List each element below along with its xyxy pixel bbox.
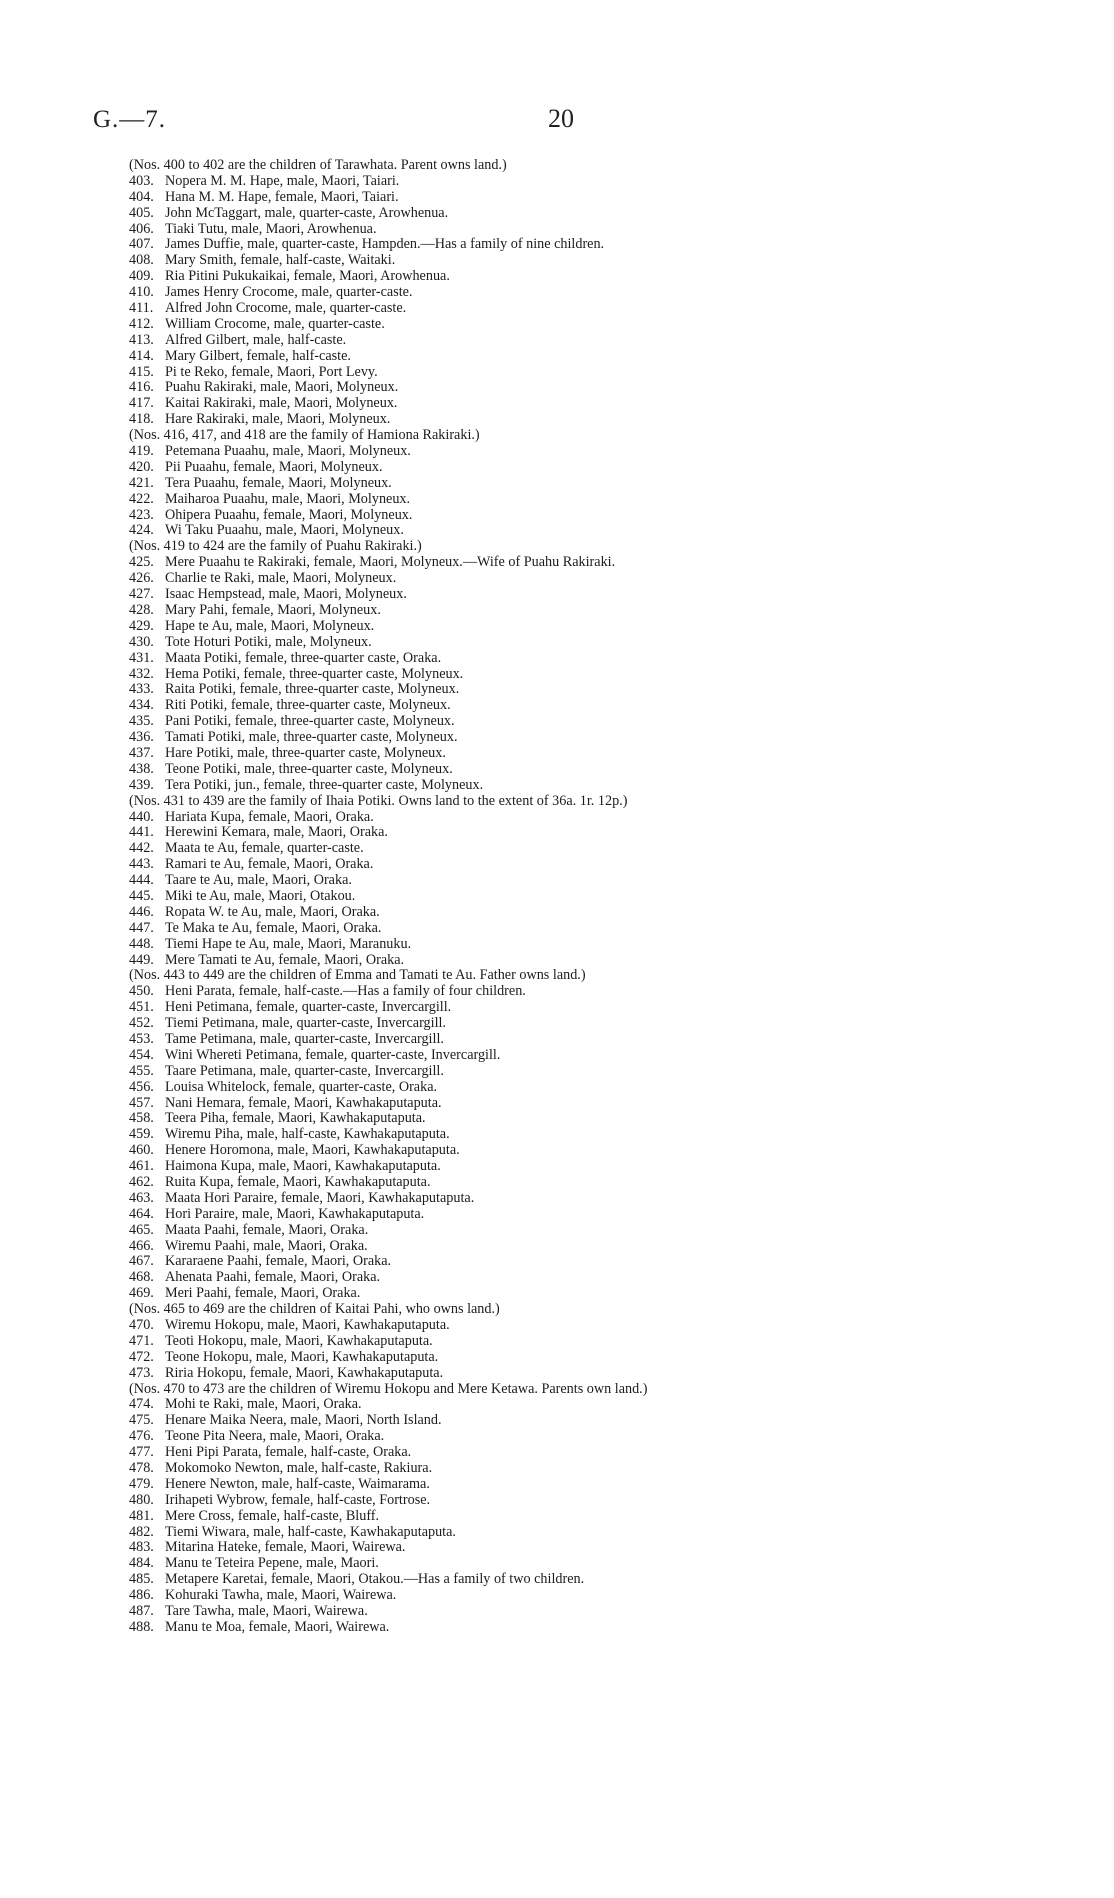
register-entry bbox=[129, 333, 1089, 349]
entry-text: Henere Horomona, male, Maori, Kawhakaputaputa. bbox=[165, 1142, 460, 1159]
register-entry bbox=[129, 1223, 1089, 1239]
entry-number: 481. bbox=[129, 1507, 154, 1524]
entry-number: 435. bbox=[129, 713, 154, 730]
entry-text: Riria Hokopu, female, Maori, Kawhakaputaputa. bbox=[165, 1364, 444, 1381]
entry-number: 459. bbox=[129, 1126, 154, 1143]
entry-text: Tiemi Petimana, male, quarter-caste, Invercargill. bbox=[165, 1015, 447, 1032]
entry-text: Maata Hori Paraire, female, Maori, Kawhakaputaputa. bbox=[165, 1189, 475, 1206]
register-entry bbox=[129, 953, 1089, 969]
register-entry bbox=[129, 492, 1089, 508]
entry-text: Petemana Puaahu, male, Maori, Molyneux. bbox=[165, 443, 411, 460]
entry-number: 447. bbox=[129, 919, 154, 936]
entry-number: 487. bbox=[129, 1603, 154, 1620]
entry-text: Irihapeti Wybrow, female, half-caste, Fortrose. bbox=[165, 1491, 431, 1508]
register-entry bbox=[129, 222, 1089, 238]
register-entry bbox=[129, 667, 1089, 683]
entry-text: Heni Pipi Parata, female, half-caste, Oraka. bbox=[165, 1444, 412, 1461]
entry-text: Louisa Whitelock, female, quarter-caste, Oraka. bbox=[165, 1078, 438, 1095]
entry-text: Alfred Gilbert, male, half-caste. bbox=[165, 331, 347, 348]
register-entry bbox=[129, 412, 1089, 428]
entry-text: Tote Hoturi Potiki, male, Molyneux. bbox=[165, 633, 372, 650]
entry-text: Nani Hemara, female, Maori, Kawhakaputaputa. bbox=[165, 1094, 442, 1111]
entry-text: Hori Paraire, male, Maori, Kawhakaputaputa. bbox=[165, 1205, 425, 1222]
register-entry bbox=[129, 1334, 1089, 1350]
entry-text: Maata te Au, female, quarter-caste. bbox=[165, 840, 364, 857]
entry-number: 422. bbox=[129, 490, 154, 507]
register-entry bbox=[129, 444, 1089, 460]
entry-number: 444. bbox=[129, 872, 154, 889]
entry-text: Teone Pita Neera, male, Maori, Oraka. bbox=[165, 1428, 385, 1445]
entry-text: Raita Potiki, female, three-quarter caste, Molyneux. bbox=[165, 681, 460, 698]
register-entry bbox=[129, 1032, 1089, 1048]
register-entry bbox=[129, 1413, 1089, 1429]
entry-number: 436. bbox=[129, 729, 154, 746]
register-entry bbox=[129, 237, 1089, 253]
register-entry bbox=[129, 508, 1089, 524]
register-entry bbox=[129, 1620, 1089, 1636]
entry-text: Tiaki Tutu, male, Maori, Arowhenua. bbox=[165, 220, 377, 237]
register-entry bbox=[129, 349, 1089, 365]
entry-text: Maata Potiki, female, three-quarter caste, Oraka. bbox=[165, 649, 442, 666]
register-entry bbox=[129, 1127, 1089, 1143]
entry-text: Riti Potiki, female, three-quarter caste, Molyneux. bbox=[165, 697, 451, 714]
entry-text: Te Maka te Au, female, Maori, Oraka. bbox=[165, 919, 382, 936]
entry-number: 471. bbox=[129, 1332, 154, 1349]
entry-text: Hare Potiki, male, three-quarter caste, Molyneux. bbox=[165, 744, 446, 761]
entry-number: 409. bbox=[129, 268, 154, 285]
register-note bbox=[129, 794, 1089, 810]
entry-text: Wini Whereti Petimana, female, quarter-caste, Invercargill. bbox=[165, 1046, 501, 1063]
entry-number: 483. bbox=[129, 1539, 154, 1556]
register-entry bbox=[129, 984, 1089, 1000]
register-entry bbox=[129, 301, 1089, 317]
entry-text: Mohi te Raki, male, Maori, Oraka. bbox=[165, 1396, 362, 1413]
register-entry bbox=[129, 825, 1089, 841]
register-entry bbox=[129, 1397, 1089, 1413]
entry-number: 408. bbox=[129, 252, 154, 269]
entry-text: Haimona Kupa, male, Maori, Kawhakaputaputa. bbox=[165, 1158, 441, 1175]
entry-text: Taare Petimana, male, quarter-caste, Invercargill. bbox=[165, 1062, 444, 1079]
entry-text: Charlie te Raki, male, Maori, Molyneux. bbox=[165, 570, 397, 587]
entry-number: 478. bbox=[129, 1460, 154, 1477]
entry-number: 463. bbox=[129, 1189, 154, 1206]
entry-number: 424. bbox=[129, 522, 154, 539]
register-note bbox=[129, 968, 1089, 984]
note-text: (Nos. 416, 417, and 418 are the family of Hamiona Rakiraki.) bbox=[129, 427, 480, 444]
entry-number: 416. bbox=[129, 379, 154, 396]
entry-number: 469. bbox=[129, 1285, 154, 1302]
register-entry bbox=[129, 1350, 1089, 1366]
register-entry bbox=[129, 1540, 1089, 1556]
entry-text: Ramari te Au, female, Maori, Oraka. bbox=[165, 856, 374, 873]
register-entry bbox=[129, 1000, 1089, 1016]
entry-text: Mere Tamati te Au, female, Maori, Oraka. bbox=[165, 951, 405, 968]
register-entry bbox=[129, 1064, 1089, 1080]
register-entry bbox=[129, 1604, 1089, 1620]
entry-number: 410. bbox=[129, 284, 154, 301]
entry-number: 411. bbox=[129, 300, 154, 317]
entry-number: 432. bbox=[129, 665, 154, 682]
entry-text: Mere Cross, female, half-caste, Bluff. bbox=[165, 1507, 380, 1524]
register-entry bbox=[129, 253, 1089, 269]
register-entry bbox=[129, 1445, 1089, 1461]
entry-text: Hare Rakiraki, male, Maori, Molyneux. bbox=[165, 411, 391, 428]
register-entry bbox=[129, 937, 1089, 953]
entry-text: Heni Petimana, female, quarter-caste, Invercargill. bbox=[165, 999, 452, 1016]
entry-number: 467. bbox=[129, 1253, 154, 1270]
page-number: 20 bbox=[548, 104, 574, 133]
entry-number: 474. bbox=[129, 1396, 154, 1413]
register-entry bbox=[129, 1525, 1089, 1541]
entry-number: 449. bbox=[129, 951, 154, 968]
entry-number: 470. bbox=[129, 1317, 154, 1334]
entry-number: 403. bbox=[129, 172, 154, 189]
register-entry bbox=[129, 1111, 1089, 1127]
entry-text: Mary Pahi, female, Maori, Molyneux. bbox=[165, 601, 381, 618]
entry-text: Ruita Kupa, female, Maori, Kawhakaputaputa. bbox=[165, 1174, 431, 1190]
entry-number: 443. bbox=[129, 856, 154, 873]
entry-text: Hape te Au, male, Maori, Molyneux. bbox=[165, 617, 375, 634]
entry-number: 466. bbox=[129, 1237, 154, 1254]
entry-number: 415. bbox=[129, 363, 154, 380]
register-entry bbox=[129, 1509, 1089, 1525]
register-entry bbox=[129, 1572, 1089, 1588]
entry-text: James Henry Crocome, male, quarter-caste. bbox=[165, 284, 413, 301]
entry-text: Mokomoko Newton, male, half-caste, Rakiura. bbox=[165, 1460, 433, 1477]
register-entry bbox=[129, 873, 1089, 889]
entry-number: 421. bbox=[129, 474, 154, 491]
entry-number: 456. bbox=[129, 1078, 154, 1095]
register-entry bbox=[129, 380, 1089, 396]
entry-number: 458. bbox=[129, 1110, 154, 1127]
entry-text: Pi te Reko, female, Maori, Port Levy. bbox=[165, 363, 378, 380]
entry-number: 457. bbox=[129, 1094, 154, 1111]
register-entry bbox=[129, 1318, 1089, 1334]
entry-text: Mary Smith, female, half-caste, Waitaki. bbox=[165, 252, 396, 269]
entry-text: Tera Puaahu, female, Maori, Molyneux. bbox=[165, 474, 392, 491]
register-entry bbox=[129, 317, 1089, 333]
entry-number: 406. bbox=[129, 220, 154, 237]
register-entry bbox=[129, 1143, 1089, 1159]
register-entry bbox=[129, 778, 1089, 794]
entry-text: Ahenata Paahi, female, Maori, Oraka. bbox=[165, 1269, 381, 1286]
entry-number: 437. bbox=[129, 744, 154, 761]
entry-number: 405. bbox=[129, 204, 154, 221]
register-entry bbox=[129, 635, 1089, 651]
entry-text: Teera Piha, female, Maori, Kawhakaputaputa. bbox=[165, 1110, 426, 1127]
entry-number: 430. bbox=[129, 633, 154, 650]
entry-number: 419. bbox=[129, 443, 154, 460]
entry-text: Pii Puaahu, female, Maori, Molyneux. bbox=[165, 458, 383, 475]
register-entry bbox=[129, 269, 1089, 285]
entry-number: 486. bbox=[129, 1587, 154, 1604]
entry-text: Wiremu Hokopu, male, Maori, Kawhakaputaputa. bbox=[165, 1317, 450, 1334]
entry-text: Manu te Teteira Pepene, male, Maori. bbox=[165, 1555, 379, 1572]
entry-number: 450. bbox=[129, 983, 154, 1000]
entry-number: 475. bbox=[129, 1412, 154, 1429]
register-entry bbox=[129, 396, 1089, 412]
register-entry bbox=[129, 810, 1089, 826]
register-note bbox=[129, 1302, 1089, 1318]
entry-number: 468. bbox=[129, 1269, 154, 1286]
register-entry bbox=[129, 841, 1089, 857]
register-note bbox=[129, 158, 1089, 174]
register-entry bbox=[129, 698, 1089, 714]
register-entry bbox=[129, 1191, 1089, 1207]
entry-text: Henare Maika Neera, male, Maori, North Island. bbox=[165, 1412, 442, 1429]
entry-text: Alfred John Crocome, male, quarter-caste. bbox=[165, 300, 407, 317]
entry-number: 418. bbox=[129, 411, 154, 428]
entry-text: Tera Potiki, jun., female, three-quarter caste, Molyneux. bbox=[165, 776, 484, 793]
register-entry bbox=[129, 1048, 1089, 1064]
entry-text: Mitarina Hateke, female, Maori, Wairewa. bbox=[165, 1539, 406, 1556]
entry-text: Tare Tawha, male, Maori, Wairewa. bbox=[165, 1603, 368, 1620]
register-entry bbox=[129, 1429, 1089, 1445]
entry-number: 451. bbox=[129, 999, 154, 1016]
entry-number: 464. bbox=[129, 1205, 154, 1222]
note-text: (Nos. 431 to 439 are the family of Ihaia Potiki. Owns land to the extent of 36a. 1r. 12p.) bbox=[129, 792, 628, 809]
register-entry bbox=[129, 905, 1089, 921]
entry-number: 452. bbox=[129, 1015, 154, 1032]
register-entry bbox=[129, 1461, 1089, 1477]
entry-number: 426. bbox=[129, 570, 154, 587]
register-entry bbox=[129, 619, 1089, 635]
register-entry bbox=[129, 523, 1089, 539]
entry-text: Isaac Hempstead, male, Maori, Molyneux. bbox=[165, 586, 407, 603]
entry-text: John McTaggart, male, quarter-caste, Arowhenua. bbox=[165, 204, 449, 221]
note-text: (Nos. 443 to 449 are the children of Emma and Tamati te Au. Father owns land.) bbox=[129, 967, 586, 984]
register-entry bbox=[129, 1588, 1089, 1604]
register-entry bbox=[129, 1286, 1089, 1302]
entry-text: Puahu Rakiraki, male, Maori, Molyneux. bbox=[165, 379, 399, 396]
entry-number: 453. bbox=[129, 1030, 154, 1047]
register-entry bbox=[129, 1080, 1089, 1096]
entry-number: 477. bbox=[129, 1444, 154, 1461]
entry-text: Wi Taku Puaahu, male, Maori, Molyneux. bbox=[165, 522, 404, 539]
register-entry bbox=[129, 889, 1089, 905]
entry-number: 479. bbox=[129, 1475, 154, 1492]
register-entry bbox=[129, 1239, 1089, 1255]
entry-text: Ria Pitini Pukukaikai, female, Maori, Arowhenua. bbox=[165, 268, 450, 285]
entry-number: 454. bbox=[129, 1046, 154, 1063]
entry-text: Ropata W. te Au, male, Maori, Oraka. bbox=[165, 903, 380, 920]
entry-number: 407. bbox=[129, 236, 154, 253]
entry-number: 442. bbox=[129, 840, 154, 857]
entry-text: Henere Newton, male, half-caste, Waimarama. bbox=[165, 1475, 430, 1492]
register-entry bbox=[129, 587, 1089, 603]
register-entry bbox=[129, 1477, 1089, 1493]
entry-number: 429. bbox=[129, 617, 154, 634]
register-list bbox=[129, 158, 1089, 1636]
entry-text: Taare te Au, male, Maori, Oraka. bbox=[165, 872, 352, 889]
entry-number: 420. bbox=[129, 458, 154, 475]
entry-number: 438. bbox=[129, 760, 154, 777]
register-entry bbox=[129, 1366, 1089, 1382]
register-entry bbox=[129, 1096, 1089, 1112]
entry-text: Pani Potiki, female, three-quarter caste, Molyneux. bbox=[165, 713, 455, 730]
entry-number: 439. bbox=[129, 776, 154, 793]
entry-number: 448. bbox=[129, 935, 154, 952]
entry-number: 433. bbox=[129, 681, 154, 698]
register-entry bbox=[129, 476, 1089, 492]
entry-text: Hariata Kupa, female, Maori, Oraka. bbox=[165, 808, 374, 825]
entry-number: 455. bbox=[129, 1062, 154, 1079]
register-entry bbox=[129, 746, 1089, 762]
register-entry bbox=[129, 1493, 1089, 1509]
register-entry bbox=[129, 762, 1089, 778]
entry-number: 412. bbox=[129, 315, 154, 332]
register-entry bbox=[129, 555, 1089, 571]
entry-number: 482. bbox=[129, 1523, 154, 1540]
entry-text: Mere Puaahu te Rakiraki, female, Maori, Molyneux.—Wife of Puahu Rakiraki. bbox=[165, 554, 616, 571]
entry-text: Herewini Kemara, male, Maori, Oraka. bbox=[165, 824, 388, 841]
entry-text: Maiharoa Puaahu, male, Maori, Molyneux. bbox=[165, 490, 411, 507]
register-note bbox=[129, 428, 1089, 444]
register-entry bbox=[129, 174, 1089, 190]
entry-number: 472. bbox=[129, 1348, 154, 1365]
entry-text: Teone Hokopu, male, Maori, Kawhakaputaputa. bbox=[165, 1348, 439, 1365]
register-entry bbox=[129, 365, 1089, 381]
entry-text: Tiemi Hape te Au, male, Maori, Maranuku. bbox=[165, 935, 412, 952]
entry-number: 480. bbox=[129, 1491, 154, 1508]
entry-number: 427. bbox=[129, 586, 154, 603]
entry-number: 425. bbox=[129, 554, 154, 571]
entry-number: 465. bbox=[129, 1221, 154, 1238]
entry-text: William Crocome, male, quarter-caste. bbox=[165, 315, 385, 332]
entry-text: Teoti Hokopu, male, Maori, Kawhakaputaputa. bbox=[165, 1332, 433, 1349]
entry-number: 404. bbox=[129, 188, 154, 205]
register-entry bbox=[129, 1556, 1089, 1572]
entry-number: 485. bbox=[129, 1571, 154, 1588]
entry-number: 476. bbox=[129, 1428, 154, 1445]
entry-text: Kaitai Rakiraki, male, Maori, Molyneux. bbox=[165, 395, 398, 412]
entry-number: 440. bbox=[129, 808, 154, 825]
note-text: (Nos. 470 to 473 are the children of Wiremu Hokopu and Mere Ketawa. Parents own land.) bbox=[129, 1380, 648, 1397]
entry-text: Metapere Karetai, female, Maori, Otakou.—Has a family of two children. bbox=[165, 1571, 585, 1588]
register-entry bbox=[129, 1270, 1089, 1286]
register-entry bbox=[129, 682, 1089, 698]
register-entry bbox=[129, 285, 1089, 301]
entry-number: 441. bbox=[129, 824, 154, 841]
register-note bbox=[129, 1382, 1089, 1398]
entry-text: Wiremu Paahi, male, Maori, Oraka. bbox=[165, 1237, 368, 1254]
register-entry bbox=[129, 730, 1089, 746]
entry-text: Tiemi Wiwara, male, half-caste, Kawhakaputaputa. bbox=[165, 1523, 456, 1540]
register-entry bbox=[129, 603, 1089, 619]
register-entry bbox=[129, 571, 1089, 587]
entry-number: 462. bbox=[129, 1174, 154, 1190]
entry-text: Miki te Au, male, Maori, Otakou. bbox=[165, 887, 356, 904]
entry-text: Meri Paahi, female, Maori, Oraka. bbox=[165, 1285, 361, 1302]
note-text: (Nos. 419 to 424 are the family of Puahu Rakiraki.) bbox=[129, 538, 422, 555]
register-entry bbox=[129, 1159, 1089, 1175]
register-entry bbox=[129, 921, 1089, 937]
register-note bbox=[129, 539, 1089, 555]
entry-number: 488. bbox=[129, 1618, 154, 1635]
entry-text: Teone Potiki, male, three-quarter caste, Molyneux. bbox=[165, 760, 453, 777]
entry-text: Manu te Moa, female, Maori, Wairewa. bbox=[165, 1618, 390, 1635]
note-text: (Nos. 465 to 469 are the children of Kaitai Pahi, who owns land.) bbox=[129, 1301, 500, 1318]
entry-number: 446. bbox=[129, 903, 154, 920]
entry-number: 428. bbox=[129, 601, 154, 618]
register-entry bbox=[129, 1207, 1089, 1223]
entry-number: 484. bbox=[129, 1555, 154, 1572]
register-entry bbox=[129, 1254, 1089, 1270]
entry-number: 461. bbox=[129, 1158, 154, 1175]
register-entry bbox=[129, 190, 1089, 206]
entry-number: 423. bbox=[129, 506, 154, 523]
entry-number: 445. bbox=[129, 887, 154, 904]
entry-number: 460. bbox=[129, 1142, 154, 1159]
entry-number: 417. bbox=[129, 395, 154, 412]
register-entry bbox=[129, 1016, 1089, 1032]
entry-text: James Duffie, male, quarter-caste, Hampden.—Has a family of nine children. bbox=[165, 236, 605, 253]
entry-text: Hana M. M. Hape, female, Maori, Taiari. bbox=[165, 188, 399, 205]
entry-number: 431. bbox=[129, 649, 154, 666]
entry-text: Hema Potiki, female, three-quarter caste, Molyneux. bbox=[165, 665, 464, 682]
entry-text: Tamati Potiki, male, three-quarter caste, Molyneux. bbox=[165, 729, 458, 746]
entry-text: Kohuraki Tawha, male, Maori, Wairewa. bbox=[165, 1587, 397, 1604]
entry-text: Nopera M. M. Hape, male, Maori, Taiari. bbox=[165, 172, 400, 189]
document-reference: G.—7. bbox=[93, 106, 167, 133]
entry-number: 414. bbox=[129, 347, 154, 364]
register-entry bbox=[129, 651, 1089, 667]
register-entry bbox=[129, 206, 1089, 222]
entry-text: Kararaene Paahi, female, Maori, Oraka. bbox=[165, 1253, 392, 1270]
note-text: (Nos. 400 to 402 are the children of Tarawhata. Parent owns land.) bbox=[129, 157, 507, 173]
entry-text: Heni Parata, female, half-caste.—Has a family of four children. bbox=[165, 983, 526, 1000]
entry-text: Wiremu Piha, male, half-caste, Kawhakaputaputa. bbox=[165, 1126, 450, 1143]
register-entry bbox=[129, 1175, 1089, 1191]
entry-number: 434. bbox=[129, 697, 154, 714]
entry-number: 473. bbox=[129, 1364, 154, 1381]
entry-text: Maata Paahi, female, Maori, Oraka. bbox=[165, 1221, 369, 1238]
entry-number: 413. bbox=[129, 331, 154, 348]
register-entry bbox=[129, 714, 1089, 730]
entry-text: Ohipera Puaahu, female, Maori, Molyneux. bbox=[165, 506, 413, 523]
entry-text: Tame Petimana, male, quarter-caste, Invercargill. bbox=[165, 1030, 444, 1047]
entry-text: Mary Gilbert, female, half-caste. bbox=[165, 347, 351, 364]
register-entry bbox=[129, 460, 1089, 476]
register-entry bbox=[129, 857, 1089, 873]
